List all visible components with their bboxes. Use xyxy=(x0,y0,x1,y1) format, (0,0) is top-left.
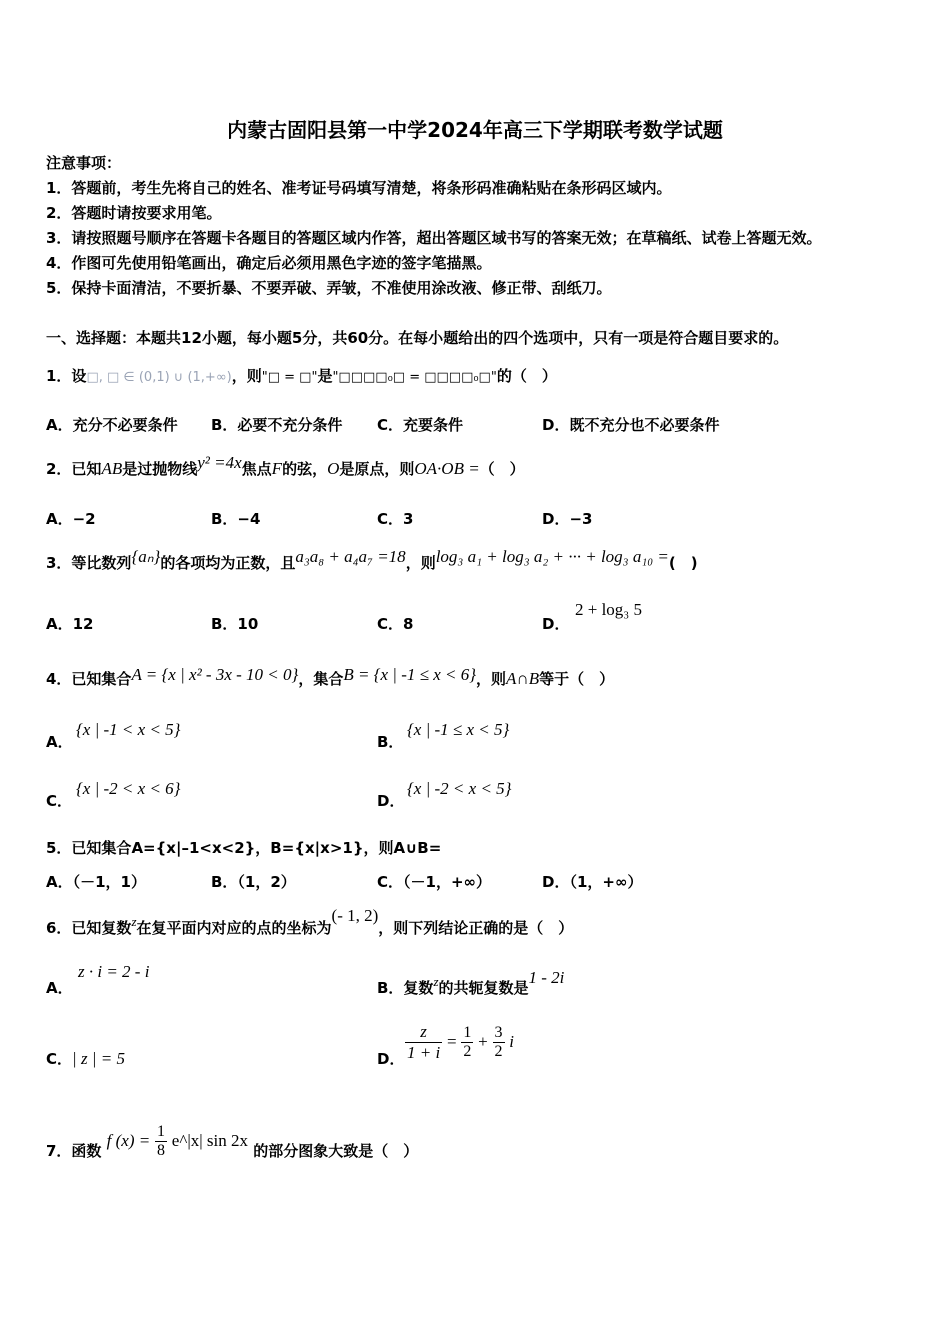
option-b: B．复数z的共轭复数是1 - 2i xyxy=(377,968,565,997)
notice-item: 4．作图可先使用铅笔画出，确定后必须用黑色字迹的签字笔描黑。 xyxy=(46,254,492,272)
option-a: A．12 xyxy=(46,615,94,633)
notice-item: 2．答题时请按要求用笔。 xyxy=(46,204,222,222)
option-b: B．必要不充分条件 xyxy=(211,416,343,434)
q1-condition: □, □ ∈ (0,1) ∪ (1,+∞) xyxy=(86,370,232,385)
q1-eq1: "□ = □" xyxy=(261,370,318,385)
fraction: $\frac{1}{2}$ xyxy=(463,1024,472,1060)
notice-item: 1．答题前，考生先将自己的姓名、准考证号码填写清楚，将条形码准确粘贴在条形码区域内。 xyxy=(46,179,672,197)
option-b-label: B． xyxy=(377,733,404,751)
option-b: B．−4 xyxy=(211,510,261,528)
question-1: 1．设□, □ ∈ (0,1) ∪ (1,+∞)，则"□ = □"是"□□□□₀□ = □□□□₀□"的（ ） xyxy=(46,367,557,385)
option-c: C．3 xyxy=(377,510,414,528)
q7-function: f (x) = $\frac{1}{8}$ e^|x| sin 2x xyxy=(106,1123,248,1159)
option-a: A．（－1，1） xyxy=(46,873,146,891)
option-d: $\frac{z}{1 + i}$ = $\frac{1}{2}$ + $\frac{3}{2}$ i xyxy=(407,1022,515,1062)
option-d: D．−3 xyxy=(542,510,593,528)
question-3: 3．等比数列{aₙ}的各项均为正数，且a₃a₈ + a₄a₇ =18，则log₃ a₁ + log₃ a₂ + ··· + log₃ a₁₀ =( ) xyxy=(46,547,698,572)
option-b: B．10 xyxy=(211,615,259,633)
notice-item: 3．请按照题号顺序在答题卡各题目的答题区域内作答，超出答题区域书写的答案无效；在草稿纸、试卷上答题无效。 xyxy=(46,229,822,247)
notice-heading: 注意事项： xyxy=(46,154,122,172)
option-d: D． xyxy=(542,615,570,633)
option-a: {x | -1 < x < 5} xyxy=(76,720,181,739)
option-c-label: C． xyxy=(46,792,73,810)
option-c: C．充要条件 xyxy=(377,416,464,434)
option-d: D．（1，+∞） xyxy=(542,873,643,891)
option-d-expr: 2 + log₃ 5 xyxy=(575,600,642,619)
option-a: A．−2 xyxy=(46,510,96,528)
notice-item: 5．保持卡面清洁，不要折暴、不要弄破、弄皱，不准使用涂改液、修正带、刮纸刀。 xyxy=(46,279,612,297)
option-a: z · i = 2 - i xyxy=(78,962,150,981)
option-b: B．（1，2） xyxy=(211,873,296,891)
option-a-label: A． xyxy=(46,979,73,997)
option-d-label: D． xyxy=(377,792,405,810)
option-c: C．8 xyxy=(377,615,414,633)
option-c: {x | -2 < x < 6} xyxy=(76,779,181,798)
question-7: 7．函数 f (x) = $\frac{1}{8}$ e^|x| sin 2x 的部分图象大致是（ ） xyxy=(46,1123,419,1160)
page-title: 内蒙古固阳县第一中学2024年高三下学期联考数学试题 xyxy=(227,118,723,142)
option-d: D．既不充分也不必要条件 xyxy=(542,416,720,434)
option-d: {x | -2 < x < 5} xyxy=(407,779,512,798)
q1-eq2: "□□□□₀□ = □□□□₀□" xyxy=(332,370,497,385)
question-4: 4．已知集合A = {x | x² - 3x - 10 < 0}，集合B = {x | -1 ≤ x < 6}，则A∩B等于（ ） xyxy=(46,665,615,688)
option-c: C．（－1，+∞） xyxy=(377,873,492,891)
option-a-label: A． xyxy=(46,733,73,751)
section-heading: 一、选择题：本题共12小题，每小题5分，共60分。在每小题给出的四个选项中，只有一项是符合题目要求的。 xyxy=(46,329,789,347)
fraction: $\frac{z}{1 + i}$ xyxy=(407,1022,441,1062)
option-d-label: D． xyxy=(377,1050,405,1068)
question-6: 6．已知复数z在复平面内对应的点的坐标为(- 1, 2)，则下列结论正确的是（ ） xyxy=(46,906,574,937)
question-2: 2．已知AB是过抛物线y² =4x焦点F的弦，O是原点，则OA·OB =（ ） xyxy=(46,453,525,478)
fraction: $\frac{3}{2}$ xyxy=(494,1024,503,1060)
option-a: A．充分不必要条件 xyxy=(46,416,178,434)
question-5: 5．已知集合A={x|–1<x<2}，B={x|x>1}，则A∪B= xyxy=(46,839,442,857)
option-b: {x | -1 ≤ x < 5} xyxy=(407,720,510,739)
option-c: C．| z | = 5 xyxy=(46,1049,125,1068)
